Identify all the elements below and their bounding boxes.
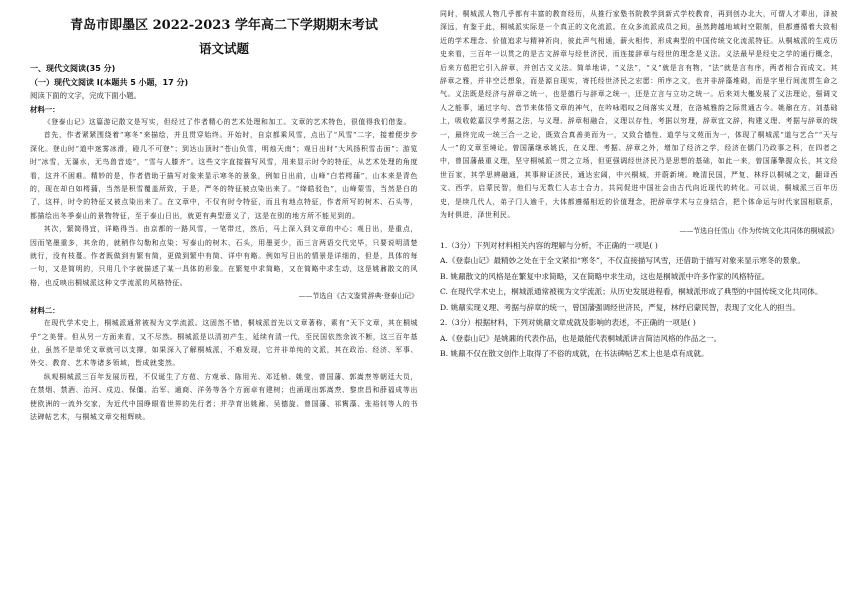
material1-source: ——节选自《古文鉴赏辞典·登泰山记》: [298, 292, 418, 301]
material2-source: ——节选自任雪山《作为传统文化共同体的桐城派》: [679, 226, 838, 235]
material2-continued: 同时，桐城派人物几乎都有丰富的教育经历，从推行家塾书院教学到新式学校教育，再到创办北大，可谓人才辈出，泽被深远，有鉴于此，桐城派实际是一个真正的文化流派。在众多流派成员之间，虽然跨越地域时空限制，但都遵循着大致相近的学术理念、价值追求与精神祈向，彼此声气相通，薪火相传，形成典型的中国传统文化流派特征。从桐城派的生成历史来看，三百年一以贯之的是古文辞章与经世济民，而连接辞章与经世的理念是义法。义法最早是经史之学的通行概念，后来方苞把它引入辞章，并创古文义法。简单地讲，“义法”，“义”就是言有物，“法”就是言有序，两者相合而成文。其辞章之雅，并非空泛想象，而是源自现实，寄托经世济民之宏愿：所序之文，也并非辞藻堆砌，而是字里行间流贯生命之气。义法既是经济与辞章之统一，也是德行与辞章之统一，还是立言与立功之统一。后来刘大櫆发展了义法理论，强调文人之能事，通过字句、音节来体悟文章的神气，在吟咏唱叹之间落实义理，在洛城雅韵之际贯通古今。姚鼐在方、刘基础上，吸收乾嘉汉学考据之法，与义理、辞章相融合，义理以存性，考据以穷理，辞章宜文辞，构建义理、考据与辞章的统一，最终完成一统三合一之论，既致合真善美而为一，又致合德性、道学与文苑而为一，体现了桐城派“道与艺合”“天与人一”的文章至境论。曾国藩继承姚氏，在义理、考据、辞章之外，增加了经济之学，经济在儒门乃政事之科，在四者之中，曾国藩最重义理，坚守桐城派一贯之立场，但更强调经世济民乃是思想的基础，如此一来，曾国藩擎握众长，其文经世百家，其学思辨融通，其事辩证济民，通达宏阔，中兴桐城，并蔚新境。晚清民国，严复、林纾以桐城之文，翻译西文、西学，启蒙民智，他们与无数仁人志士合力，共同促进中国社会由古代向近现代的转化。可以说，桐城派三百年历史，是续几代人，弟子门人逾千，大体都遵循相近的价值理念，把辞章学术与立身结合，把个体命运与时代家国相联系，为时俱进，泽世利民。: [440, 10, 838, 220]
question-1-option-a: A.《登泰山记》最精妙之处在于全文紧扣“寒冬”，不仅直接描写风雪，还借助于描写对象来显示寒冬的景象。: [440, 256, 805, 266]
instruction: 阅读下面的文字，完成下面小题。: [30, 91, 141, 100]
material2-label: 材料二：: [30, 305, 60, 315]
question-1-option-d: D. 姚鼐实现义理、考据与辞章的统一，曾国藩强调经世济民，严复，林纾启蒙民智，表现了文化人的担当。: [440, 302, 800, 312]
right-column: [440, 0, 838, 607]
section-heading: 一、现代文阅读(35 分): [30, 64, 116, 73]
question-1-option-c: C. 在现代学术史上，桐城派通常被视为文学流派；从历史发展进程看，桐城派形成了典型的中国传统文化共同体。: [440, 287, 823, 297]
left-column: [30, 0, 418, 607]
question-1-option-b: B. 姚鼐散文的风格是在繁复中求简略，又在简略中求生动，这也是桐城派中许多作家的风格特征。: [440, 271, 770, 281]
question-2-option-a: A.《登泰山记》是姚鼐的代表作品，也是最能代表桐城派讲言简洁风格的作品之一。: [440, 333, 722, 343]
material2-paragraph: 纵观桐城派三百年发展历程，不仅诞生了方苞、方观承、陈用光、邓廷桢、姚莹、曾国藩、郭嵩焘等朝廷大员，在禁烟、禁酒、治河、戍边、保僵、治军、通商、洋务等各个方面卓有建树；也涌现出郭嵩焘、黎庶昌和薛福成等出使欧洲的一流外交家，为近代中国睁眼看世界的先行者；并孕育出姚鼐、吴德旋、曾国藩、祁寯藻、张裕钊等人的书法碑帖艺术，与桐城文章交相辉映。: [30, 372, 418, 422]
question-1-stem: 1.（3分）下列对材料相关内容的理解与分析，不正确的一项是( ): [440, 240, 658, 250]
question-2-option-b: B. 姚鼐不仅在散文创作上取得了不俗的成就，在书法碑帖艺术上也是卓有成就。: [440, 349, 709, 359]
material1-paragraph: 其次，繁简得宜，详略得当。由京都的一路风雪，一笔带过，然后，马上深入到文章的中心；观日出，是重点，因而笔墨重多，其余的，就稍作勾勒和点染；写泰山的树木、石头，用墨更少，而三言两语交代完毕，只要说明清楚就行，没有枝蔓。作者既做到有繁有简，更做到繁中有简、详中有略。例如写日出的情景是详细的，但是，具体的每一句，又是简明的，只用几个字就描述了某一具体的形象。在繁复中求简略，又在简略中求生动，这是姚鼐散文的风格，也反映出桐城派这种文学流派的风格特征。: [30, 225, 418, 287]
material1-paragraph: 《登泰山记》这篇游记散文是写实，但经过了作者精心的艺术处理和加工。文章的艺术特色，很值得我们借鉴。: [43, 118, 411, 126]
material1-paragraph: 首先，作者紧紧围绕着“寒冬”来描绘，并且贯穿始终。开始时，自京都乘风雪，点出了“风雪”二字，接着便步步深化。登山时“道中迷雾冰滑，磴几不可登”；到达山顶时“苍山负雪，明烛天南”；观日出时“大风扬积雪击面”；游览时“冰雪，无瀑水，无鸟兽音迹”，“雪与人膝齐”。这些文字直接描写风雪，用来显示时令的特征，从艺术处理的角度看，这并不困难。精妙的是，作者借助于描写对象来显示寒冬的景象，例如日出前，山峰“白若樗蒱”，山本来是青色的，现在却白如樗蒱，当然是积雪覆盖所致，于是，严冬的特征被点染出来了。“绛皓驳色”，山峰蒙雪，当然是白的了，这样，时令的特征又被点染出来了。在文章中，不仅有时令特征，而且有地点特征，作者所写的树木、石头等，都描绘出冬季泰山的景物特征，至于泰山日出，就更有典型意义了，这是在别的地方所不能见到的。: [30, 131, 418, 220]
page-subtitle: 语文试题: [198, 41, 249, 56]
material1-label: 材料一：: [30, 104, 60, 114]
subsection-heading: （一）现代文阅读 I(本题共 5 小题，17 分): [30, 77, 189, 87]
material2-paragraph: 在现代学术史上，桐城派通常被视为文学流派。这固然不错，桐城派首先以文章著称，素有“天下文章，其在桐城乎”之美誉。但从另一方面来看，又不尽然。桐城派是以清初产生，延续有清一代，至民国依然余波不断，这三百年基业，虽然不是单凭文章就可以支撑，如果深入了解桐城派，不难发现，它并非单纯的文派，其在政治、经济、军事、外交、教育、艺术等诸多领域，皆成就斐然。: [30, 319, 418, 368]
question-2-stem: 2.（3分）根据材料，下列对姚鼐文章成就及影响的表述，不正确的一项是( ): [440, 318, 696, 328]
page-title: 青岛市即墨区 2022-2023 学年高二下学期期末考试: [70, 18, 378, 33]
